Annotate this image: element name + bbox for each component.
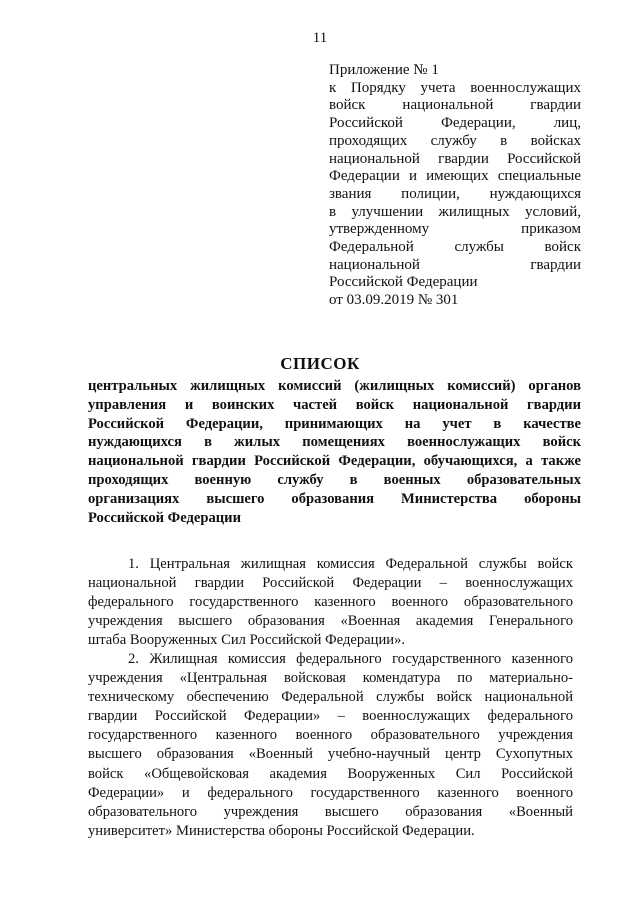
appendix-line: звания полиции, нуждающихся: [329, 185, 581, 202]
item-line: гвардии Российской Федерации» – военнослужащих федерального: [88, 708, 573, 725]
item-line: высшего образования «Военный учебно-научный центр Сухопутных: [88, 746, 573, 763]
item-line: учреждения высшего образования «Военная академия Генерального: [88, 613, 573, 630]
item-line: образовательного учреждения высшего образования «Военный: [88, 803, 573, 820]
appendix-line: утвержденному приказом: [329, 221, 581, 238]
appendix-line: войск национальной гвардии: [329, 97, 581, 114]
item-line: 2. Жилищная комиссия федерального государственного казенного: [128, 651, 573, 667]
appendix-line: Федеральной службы войск: [329, 239, 581, 256]
appendix-title: Приложение № 1: [329, 62, 439, 78]
item-line: федерального государственного казенного военного образовательного: [88, 594, 573, 611]
appendix-line: к Порядку учета военнослужащих: [329, 79, 581, 96]
item-line: университет» Министерства обороны Российской Федерации.: [88, 822, 475, 839]
document-subtitle: [88, 377, 581, 527]
item-line: войск «Общевойсковая академия Вооруженных Сил Российской: [88, 765, 573, 782]
subtitle-line: национальной гвардии Российской Федерации, обучающихся, а также: [88, 453, 581, 470]
subtitle-line: организациях высшего образования Министерства обороны: [88, 490, 581, 507]
subtitle-line: Российской Федерации, принимающих на учет в качестве: [88, 415, 581, 432]
item-line: государственного казенного военного образовательного учреждения: [88, 727, 573, 744]
subtitle-line: управления и воинских частей войск национальной гвардии: [88, 396, 581, 413]
item-line: штаба Вооруженных Сил Российской Федерации».: [88, 632, 406, 649]
appendix-date: от 03.09.2019 № 301: [329, 292, 459, 309]
item-line: техническому обеспечению Федеральной службы войск национальной: [88, 689, 573, 706]
item-line: национальной гвардии Российской Федерации – военнослужащих: [88, 575, 573, 592]
appendix-header: [329, 62, 581, 310]
page-number: 11: [312, 30, 328, 46]
appendix-line: национальной гвардии Российской: [329, 150, 581, 167]
appendix-line: Российской Федерации, лиц,: [329, 115, 581, 132]
appendix-line: Российской Федерации: [329, 274, 478, 291]
subtitle-line: Российской Федерации: [88, 509, 241, 526]
subtitle-line: проходящих военную службу в военных образовательных: [88, 471, 581, 488]
appendix-line: проходящих службу в войсках: [329, 132, 581, 149]
appendix-line: Федерации и имеющих специальные: [329, 168, 581, 185]
subtitle-line: центральных жилищных комиссий (жилищных комиссий) органов: [88, 378, 581, 394]
subtitle-line: нуждающихся в жилых помещениях военнослужащих войск: [88, 434, 581, 451]
item-line: Федерации» и федерального государственного казенного военного: [88, 784, 573, 801]
item-line: 1. Центральная жилищная комиссия Федеральной службы войск: [128, 556, 573, 572]
list-item-1: [88, 555, 573, 650]
appendix-line: в улучшении жилищных условий,: [329, 203, 581, 220]
document-title: СПИСОК: [280, 354, 360, 373]
list-item-2: [88, 650, 573, 841]
appendix-line: национальной гвардии: [329, 256, 581, 273]
item-line: учреждения «Центральная войсковая комендатура по материально-: [88, 670, 573, 687]
